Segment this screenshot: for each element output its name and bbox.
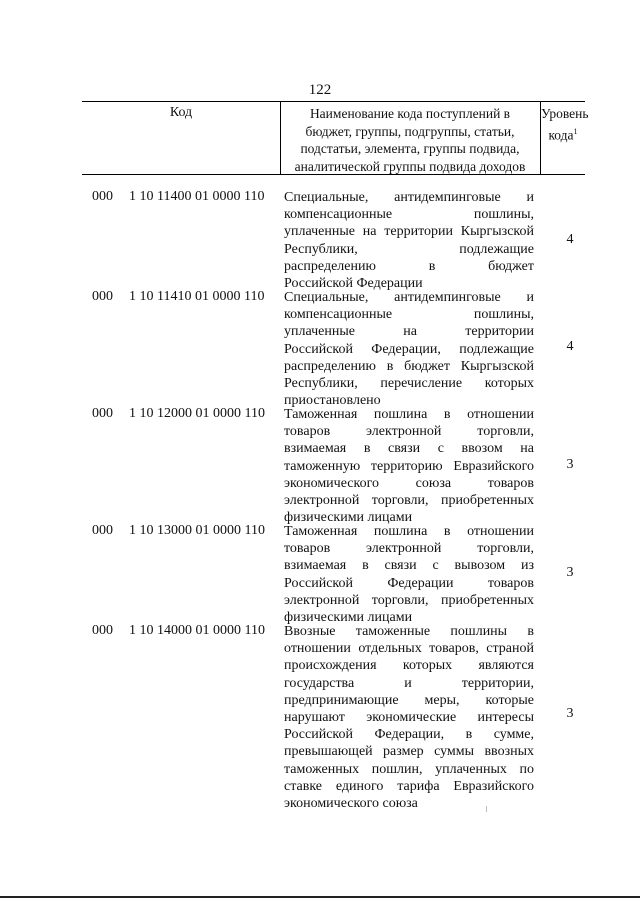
row-name-line: физическими лицами	[284, 610, 413, 626]
row-name-line: взимаемая в связи с вывозом из	[284, 558, 534, 574]
row-name-line: Специальные, антидемпинговые и	[284, 190, 534, 205]
table-row	[0, 189, 640, 292]
row-name-line: отношении отдельных товаров, страной	[284, 641, 534, 657]
row-prefix: 000	[92, 623, 113, 638]
row-level: 3	[566, 457, 574, 472]
header-name-line: подстатьи, элемента, группы подвида,	[300, 141, 520, 156]
row-name-line: происхождения которых являются	[284, 658, 534, 674]
table-header	[82, 101, 589, 175]
table-row	[0, 523, 640, 626]
row-name-line: экономического союза товаров	[284, 475, 534, 491]
header-code: Код	[169, 105, 193, 120]
header-level-line: кода$^1$	[548, 126, 578, 142]
footnote-mark: 1	[573, 126, 578, 136]
row-level: 3	[566, 706, 574, 721]
table-row	[0, 623, 640, 813]
row-name-line: предпринимающие меры, которые	[284, 692, 534, 708]
row-name-line: таможенных пошлин, уплаченных по	[284, 761, 534, 777]
row-code: 1 10 14000 01 0000 110	[129, 623, 265, 638]
row-name-line: товаров электронной торговли,	[284, 424, 534, 440]
row-code: 1 10 11410 01 0000 110	[129, 289, 265, 304]
header-name-line: аналитической группы подвида доходов	[294, 158, 526, 174]
row-name-line: Специальные, антидемпинговые и	[284, 290, 534, 305]
row-name-line: экономического союза	[284, 796, 418, 812]
row-name-line: приостановлено	[284, 393, 381, 409]
row-name-line: компенсационные пошлины,	[284, 307, 534, 323]
row-name-line: Российской Федерации товаров	[284, 575, 534, 591]
row-name-line: нарушают экономические интересы	[284, 710, 534, 726]
row-name-line: Ввозные таможенные пошлины в	[284, 624, 534, 639]
row-level: 4	[566, 232, 574, 247]
row-code: 1 10 11400 01 0000 110	[129, 189, 265, 204]
row-name-line: Российской Федерации, подлежащие	[284, 341, 534, 357]
row-name-line: Республики, перечисление которых	[284, 376, 534, 392]
header-name-line: бюджет, группы, подгруппы, статьи,	[305, 123, 515, 139]
row-name	[284, 406, 534, 526]
row-code: 1 10 13000 01 0000 110	[129, 523, 265, 538]
row-name	[284, 523, 534, 626]
table-row	[0, 406, 640, 526]
row-name-line: распределению в бюджет Кыргызской	[284, 358, 534, 374]
row-name-line: уплаченные на территории Кыргызской	[284, 224, 534, 240]
row-name-line: электронной торговли, приобретенных	[284, 493, 534, 509]
row-name-line: Российской Федерации	[284, 276, 423, 292]
row-name	[284, 623, 534, 812]
row-level: 4	[566, 339, 574, 354]
header-name	[281, 105, 539, 175]
page-number: 122	[308, 82, 332, 98]
row-name-line: Российской Федерации, в сумме,	[284, 727, 534, 743]
row-code: 1 10 12000 01 0000 110	[129, 406, 265, 421]
row-name	[284, 189, 534, 292]
scan-mark	[486, 806, 487, 812]
row-name-line: превышающей размер суммы ввозных	[284, 744, 534, 760]
row-name-line: товаров электронной торговли,	[284, 541, 534, 557]
row-name-line: Таможенная пошлина в отношении	[284, 407, 534, 422]
row-prefix: 000	[92, 406, 113, 421]
row-name-line: ставке единого тарифа Евразийского	[284, 778, 534, 794]
row-prefix: 000	[92, 189, 113, 204]
row-prefix: 000	[92, 289, 113, 304]
row-name-line: таможенную территорию Евразийского	[284, 458, 534, 474]
row-name	[284, 289, 534, 409]
row-name-line: государства и территории,	[284, 675, 534, 691]
row-name-line: Республики, подлежащие	[284, 241, 534, 257]
header-level-line: Уровень	[541, 106, 589, 121]
bottom-edge	[0, 896, 640, 898]
row-name-line: электронной торговли, приобретенных	[284, 592, 534, 608]
row-name-line: компенсационные пошлины,	[284, 207, 534, 223]
header-level	[541, 105, 589, 144]
table-row	[0, 289, 640, 409]
row-name-line: взимаемая в связи с ввозом на	[284, 441, 534, 457]
row-prefix: 000	[92, 523, 113, 538]
row-name-line: Таможенная пошлина в отношении	[284, 524, 534, 539]
header-name-line: Наименование кода поступлений в	[309, 106, 511, 121]
row-name-line: распределению в бюджет	[284, 258, 534, 274]
row-level: 3	[566, 565, 574, 580]
row-name-line: уплаченные на территории	[284, 324, 534, 340]
row-name-line: физическими лицами	[284, 510, 413, 526]
